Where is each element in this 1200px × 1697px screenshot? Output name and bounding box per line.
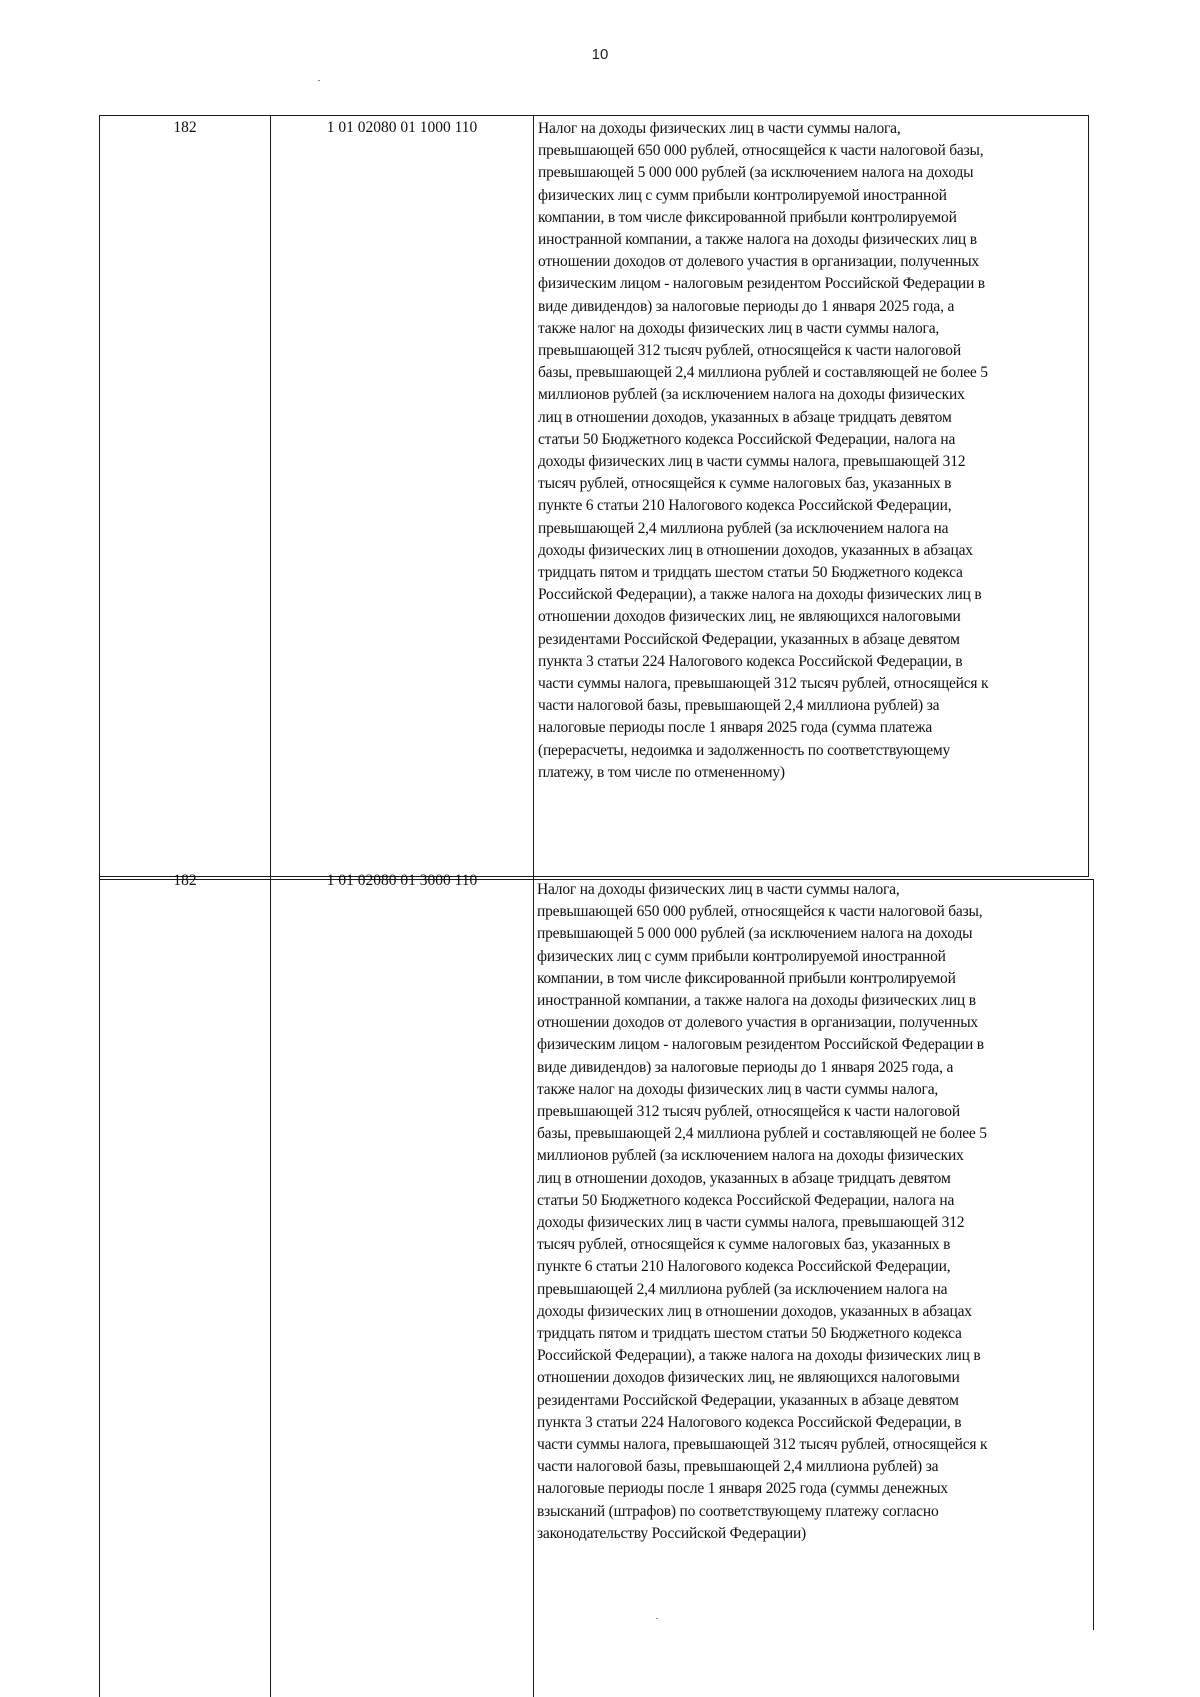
description-line: иностранной компании, а также налога на доходы физических лиц в — [537, 992, 976, 1010]
description-line: пункте 6 статьи 210 Налогового кодекса Российской Федерации, — [538, 497, 952, 515]
description-line: Российской Федерации), а также налога на доходы физических лиц в — [538, 586, 982, 604]
description-line: доходы физических лиц в отношении доходов, указанных в абзацах — [537, 1302, 972, 1320]
description-line: законодательству Российской Федерации) — [537, 1524, 807, 1542]
description-line: отношении доходов физических лиц, не являющихся налоговыми — [537, 1369, 960, 1387]
description-line: превышающей 2,4 миллиона рублей (за исключением налога на — [538, 519, 949, 537]
description-line: превышающей 5 000 000 рублей (за исключением налога на доходы — [537, 925, 973, 943]
income-description-cell — [538, 118, 1088, 784]
description-line: налоговые периоды после 1 января 2025 года (сумма платежа — [538, 719, 933, 737]
description-line: отношении доходов от долевого участия в организации, полученных — [538, 253, 979, 271]
description-line: превышающей 5 000 000 рублей (за исключением налога на доходы — [538, 164, 974, 182]
description-line: превышающей 312 тысяч рублей, относящейся к части налоговой — [537, 1103, 960, 1121]
admin-code-cell: 182 — [173, 119, 197, 136]
description-line: иностранной компании, а также налога на доходы физических лиц в — [538, 231, 977, 249]
description-line: налоговые периоды после 1 января 2025 года (суммы денежных — [537, 1480, 948, 1498]
scan-speck — [656, 1618, 658, 1619]
description-line: части налоговой базы, превышающей 2,4 миллиона рублей) за — [538, 697, 940, 715]
kbk-code-cell: 1 01 02080 01 1000 110 — [326, 119, 478, 136]
kbk-code-cell: 1 01 02080 01 3000 110 — [326, 872, 478, 889]
description-line: компании, в том числе фиксированной прибыли контролируемой — [538, 208, 957, 226]
description-line: тридцать пятом и тридцать шестом статьи 50 Бюджетного кодекса — [538, 564, 963, 582]
description-line: миллионов рублей (за исключением налога на доходы физических — [537, 1147, 964, 1165]
description-line: пункте 6 статьи 210 Налогового кодекса Российской Федерации, — [537, 1258, 951, 1276]
description-line: (перерасчеты, недоимка и задолженность по соответствующему — [538, 741, 951, 759]
table-border-top — [99, 115, 1089, 116]
description-line: лиц в отношении доходов, указанных в абзаце тридцать девятом — [537, 1169, 951, 1187]
scan-speck — [318, 80, 320, 81]
description-line: тысяч рублей, относящейся к сумме налоговых баз, указанных в — [537, 1236, 951, 1254]
description-line: резидентами Российской Федерации, указанных в абзаце девятом — [537, 1391, 959, 1409]
description-line: виде дивидендов) за налоговые периоды до 1 января 2025 года, а — [537, 1058, 954, 1076]
description-line: также налог на доходы физических лиц в части суммы налога, — [537, 1080, 939, 1098]
description-line: платежу, в том числе по отмененному) — [538, 763, 785, 781]
column-divider-2 — [533, 115, 534, 1697]
description-line: Налог на доходы физических лиц в части суммы налога, — [537, 881, 900, 898]
description-line: физическим лицом - налоговым резидентом Российской Федерации в — [538, 275, 985, 293]
description-line: взысканий (штрафов) по соответствующему платежу согласно — [537, 1502, 939, 1520]
description-line: физических лиц с сумм прибыли контролируемой иностранной — [537, 947, 946, 965]
description-line: резидентами Российской Федерации, указанных в абзаце девятом — [538, 630, 960, 648]
page-number: 10 — [591, 46, 609, 63]
description-line: также налог на доходы физических лиц в части суммы налога, — [538, 319, 940, 337]
description-line: физических лиц с сумм прибыли контролируемой иностранной — [538, 186, 947, 204]
description-line: превышающей 312 тысяч рублей, относящейся к части налоговой — [538, 342, 961, 360]
table-border-left — [99, 115, 100, 1697]
admin-code-cell: 182 — [173, 872, 197, 889]
income-description-cell — [537, 879, 1092, 1545]
column-divider-1 — [270, 115, 271, 1697]
table-border-right-row1 — [1088, 115, 1089, 877]
description-line: части суммы налога, превышающей 312 тысяч рублей, относящейся к — [537, 1436, 988, 1454]
description-line: части налоговой базы, превышающей 2,4 миллиона рублей) за — [537, 1458, 939, 1476]
description-line: части суммы налога, превышающей 312 тысяч рублей, относящейся к — [538, 675, 989, 693]
description-line: лиц в отношении доходов, указанных в абзаце тридцать девятом — [538, 408, 952, 426]
description-line: тридцать пятом и тридцать шестом статьи 50 Бюджетного кодекса — [537, 1325, 962, 1343]
description-line: превышающей 2,4 миллиона рублей (за исключением налога на — [537, 1280, 948, 1298]
description-line: статьи 50 Бюджетного кодекса Российской Федерации, налога на — [538, 430, 956, 448]
description-line: Российской Федерации), а также налога на доходы физических лиц в — [537, 1347, 981, 1365]
description-line: пункта 3 статьи 224 Налогового кодекса Российской Федерации, в — [537, 1413, 962, 1431]
description-line: Налог на доходы физических лиц в части суммы налога, — [538, 120, 901, 137]
description-line: превышающей 650 000 рублей, относящейся к части налоговой базы, — [538, 142, 984, 160]
description-line: компании, в том числе фиксированной прибыли контролируемой — [537, 969, 956, 987]
description-line: превышающей 650 000 рублей, относящейся к части налоговой базы, — [537, 903, 983, 921]
description-line: базы, превышающей 2,4 миллиона рублей и составляющей не более 5 — [538, 364, 988, 382]
description-line: пункта 3 статьи 224 Налогового кодекса Российской Федерации, в — [538, 652, 963, 670]
description-line: миллионов рублей (за исключением налога на доходы физических — [538, 386, 965, 404]
description-line: статьи 50 Бюджетного кодекса Российской Федерации, налога на — [537, 1191, 955, 1209]
description-line: физическим лицом - налоговым резидентом Российской Федерации в — [537, 1036, 984, 1054]
description-line: доходы физических лиц в части суммы налога, превышающей 312 — [537, 1214, 965, 1232]
description-line: доходы физических лиц в части суммы налога, превышающей 312 — [538, 453, 966, 471]
description-line: отношении доходов от долевого участия в организации, полученных — [537, 1014, 978, 1032]
description-line: доходы физических лиц в отношении доходов, указанных в абзацах — [538, 541, 973, 559]
description-line: виде дивидендов) за налоговые периоды до 1 января 2025 года, а — [538, 297, 955, 315]
description-line: тысяч рублей, относящейся к сумме налоговых баз, указанных в — [538, 475, 952, 493]
description-line: отношении доходов физических лиц, не являющихся налоговыми — [538, 608, 961, 626]
description-line: базы, превышающей 2,4 миллиона рублей и составляющей не более 5 — [537, 1125, 987, 1143]
table-border-right-row2 — [1093, 880, 1094, 1630]
